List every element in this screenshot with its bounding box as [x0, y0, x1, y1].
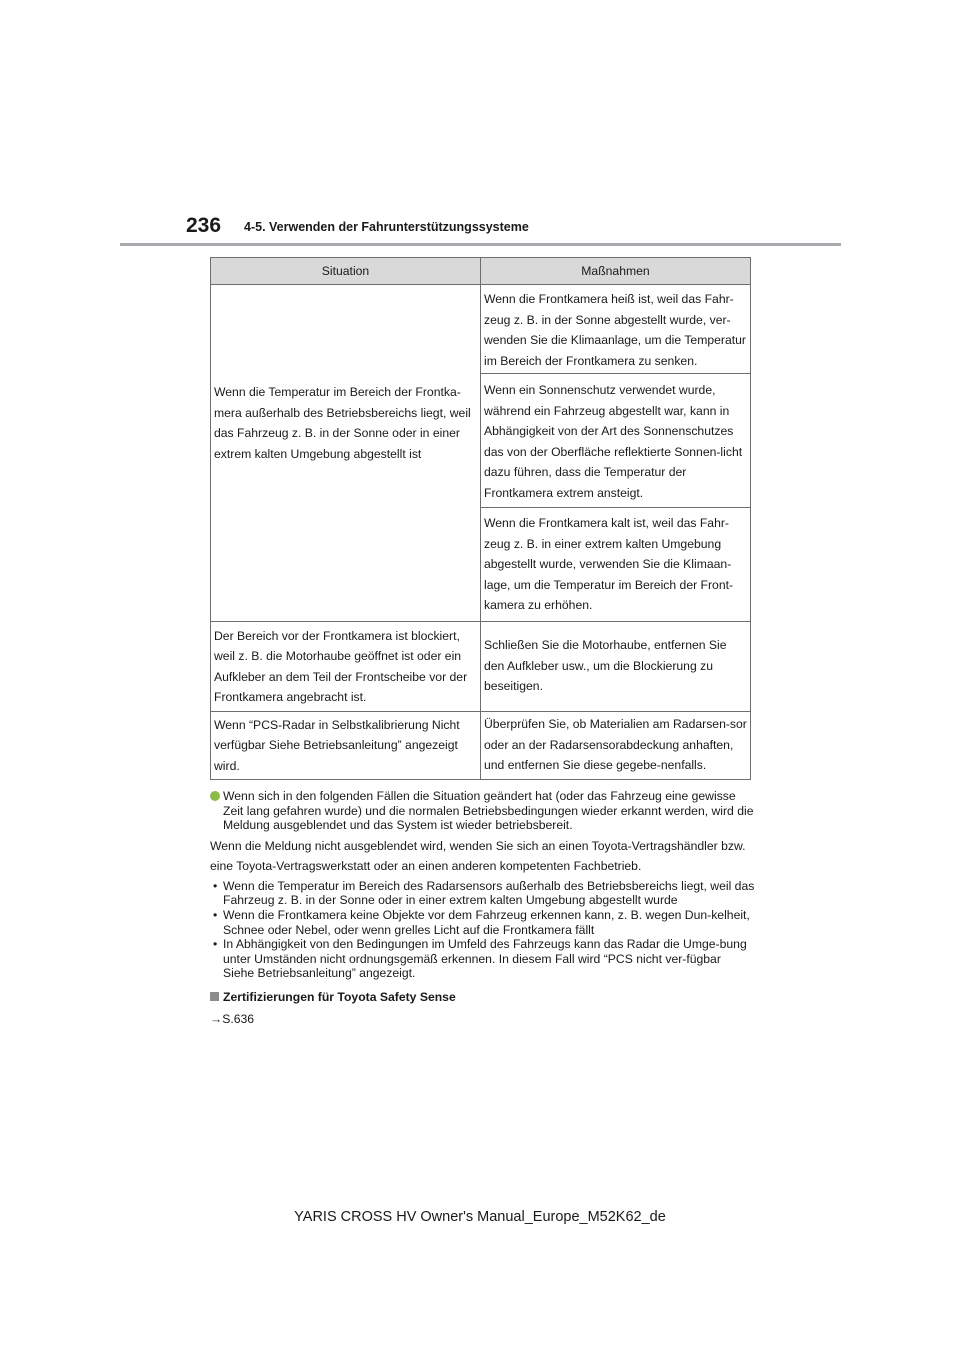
table-row — [211, 621, 751, 711]
table-row — [211, 711, 751, 780]
footer-manual-title: YARIS CROSS HV Owner's Manual_Europe_M52K62_de — [294, 1209, 666, 1225]
column-header-situation: Situation — [211, 258, 481, 285]
situation-cell: Der Bereich vor der Frontkamera ist blockiert, weil z. B. die Motorhaube geöffnet ist oder ein Aufkleber an dem Teil der Frontscheibe vor der Frontkamera angebracht ist. — [211, 621, 481, 711]
list-item-text: In Abhängigkeit von den Bedingungen im Umfeld des Fahrzeugs kann das Radar die Umge-bung unter Umständen nicht ordnungsgemäß erkennen. In diesem Fall wird “PCS nicht ver-fügbar Siehe Betriebsanleitung” angezeigt. — [223, 937, 747, 981]
measure-cell: Überprüfen Sie, ob Materialien am Radarsen-sor oder an der Radarsensorabdeckung anhaften, und entfernen Sie diese gegebe-nenfalls. — [481, 711, 751, 780]
bullet-icon: • — [213, 878, 218, 893]
measure-cell: Schließen Sie die Motorhaube, entfernen Sie den Aufkleber usw., um die Blockierung zu beseitigen. — [481, 621, 751, 711]
contact-paragraph: Wenn die Meldung nicht ausgeblendet wird, wenden Sie sich an einen Toyota-Vertragshändler bzw. eine Toyota-Vertragswerkstatt oder an einen anderen kompetenten Fachbetrieb. — [210, 838, 746, 874]
table-header-row — [211, 258, 751, 285]
page-reference-link[interactable]: →S.636 — [210, 1011, 255, 1026]
list-item — [210, 937, 755, 981]
list-item-text: Wenn die Frontkamera keine Objekte vor dem Fahrzeug erkennen kann, z. B. wegen Dun-kelheit, Schnee oder Nebel, oder wenn grelles Licht auf die Frontkamera fällt — [223, 907, 750, 937]
measure-cell: Wenn ein Sonnenschutz verwendet wurde, während ein Fahrzeug abgestellt war, kann in Abhängigkeit von der Art des Sonnenschutzes das von der Oberfläche reflektierte Sonnen-licht dazu führen, dass die Temperatur der Frontkamera extrem ansteigt. — [481, 374, 751, 508]
situation-cell: Wenn die Temperatur im Bereich der Frontka-mera außerhalb des Betriebsbereichs liegt, weil das Fahrzeug z. B. in der Sonne oder in einer extrem kalten Umgebung abgestellt ist — [211, 285, 481, 622]
page-number: 236 — [186, 214, 222, 237]
section-title: 4-5. Verwenden der Fahrunterstützungssysteme — [244, 220, 529, 234]
list-item — [210, 908, 755, 937]
bullet-icon: • — [213, 907, 218, 922]
bullet-note — [210, 789, 755, 833]
measure-cell: Wenn die Frontkamera heiß ist, weil das Fahr-zeug z. B. in der Sonne abgestellt wurde, ver-wenden Sie die Klimaanlage, um die Temperatur im Bereich der Frontkamera zu senken. — [481, 285, 751, 374]
certification-heading-text: Zertifizierungen für Toyota Safety Sense — [223, 989, 456, 1004]
measure-cell: Wenn die Frontkamera kalt ist, weil das Fahr-zeug z. B. in einer extrem kalten Umgebung abgestellt wurde, verwenden Sie die Klimaan-lage, um die Temperatur im Bereich der Front-kamera zu erhöhen. — [481, 508, 751, 622]
notes-section — [210, 789, 755, 1026]
list-item-text: Wenn die Temperatur im Bereich des Radarsensors außerhalb des Betriebsbereichs liegt, weil das Fahrzeug z. B. in der Sonne oder in einer extrem kalten Umgebung abgestellt wurde — [223, 878, 755, 908]
list-item — [210, 879, 755, 908]
bullet-note-text: Wenn sich in den folgenden Fällen die Situation geändert hat (oder das Fahrzeug eine gewisse Zeit lang gefahren wurde) und die normalen Betriebsbedingungen wieder erkannt werden, wird die Meldung ausgeblendet und das System ist wieder betriebsbereit. — [223, 789, 754, 833]
situation-table — [210, 257, 751, 780]
condition-list — [210, 879, 755, 981]
square-bullet-icon — [210, 992, 219, 1001]
certification-heading — [210, 990, 755, 1005]
table-row — [211, 285, 751, 374]
header-divider — [120, 243, 841, 246]
bullet-icon: • — [213, 937, 218, 952]
green-bullet-icon — [210, 791, 220, 801]
situation-cell: Wenn “PCS-Radar in Selbstkalibrierung Nicht verfügbar Siehe Betriebsanleitung” angezeigt wird. — [211, 711, 481, 780]
column-header-measures: Maßnahmen — [481, 258, 751, 285]
